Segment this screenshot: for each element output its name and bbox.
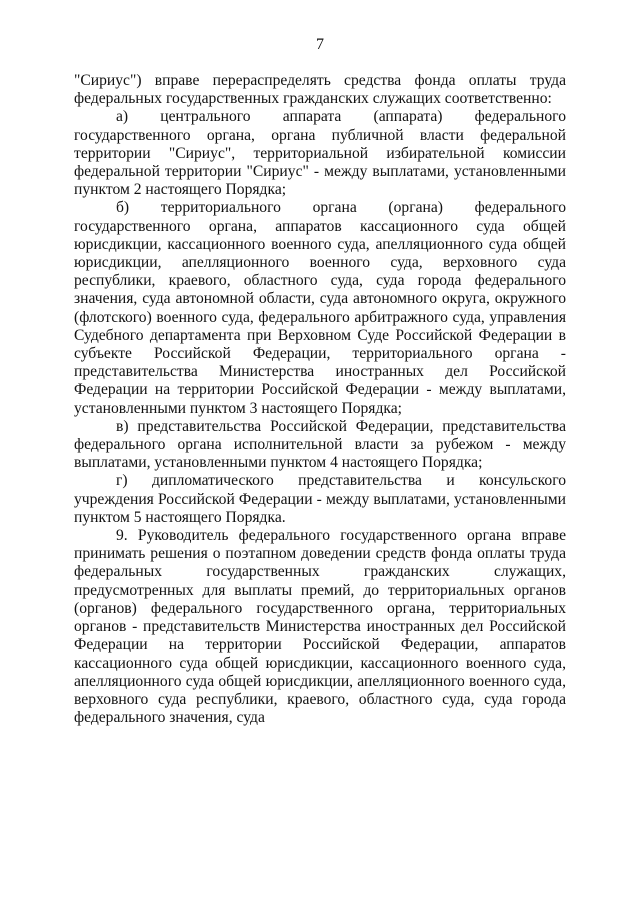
paragraph-item-c: в) представительства Российской Федерации, представительства федерального органа исполнительной власти за рубежом - между выплатами, установленными пунктом 4 настоящего Порядка;	[74, 417, 566, 472]
paragraph-item-a: а) центрального аппарата (аппарата) федерального государственного органа, органа публичной власти федеральной территории "Сириус", территориальной избирательной комиссии федеральной территории "Сириус" - между выплатами, установленными пунктом 2 настоящего Порядка;	[74, 108, 566, 199]
paragraph-continuation: "Сириус") вправе перераспределять средства фонда оплаты труда федеральных государственных гражданских служащих соответственно:	[74, 72, 566, 108]
document-body	[74, 72, 566, 727]
paragraph-item-b: б) территориального органа (органа) федерального государственного органа, аппаратов кассационного суда общей юрисдикции, кассационного военного суда, апелляционного суда общей юрисдикции, апелляционного военного суда, верховного суда республики, краевого, областного суда, суда города федерального значения, суда автономной области, суда автономного округа, окружного (флотского) военного суда, федерального арбитражного суда, управления Судебного департамента при Верховном Суде Российской Федерации в субъекте Российской Федерации, территориального органа - представительства Министерства иностранных дел Российской Федерации на территории Российской Федерации - между выплатами, установленными пунктом 3 настоящего Порядка;	[74, 199, 566, 417]
paragraph-clause-9: 9. Руководитель федерального государственного органа вправе принимать решения о поэтапном доведении средств фонда оплаты труда федеральных государственных гражданских служащих, предусмотренных для выплаты премий, до территориальных органов (органов) федерального государственного органа, территориальных органов - представительств Министерства иностранных дел Российской Федерации на территории Российской Федерации, аппаратов кассационного суда общей юрисдикции, кассационного военного суда, апелляционного суда общей юрисдикции, апелляционного военного суда, верховного суда республики, краевого, областного суда, суда города федерального значения, суда	[74, 527, 566, 727]
paragraph-item-d: г) дипломатического представительства и консульского учреждения Российской Федерации - между выплатами, установленными пунктом 5 настоящего Порядка.	[74, 472, 566, 526]
page-number: 7	[316, 36, 324, 53]
